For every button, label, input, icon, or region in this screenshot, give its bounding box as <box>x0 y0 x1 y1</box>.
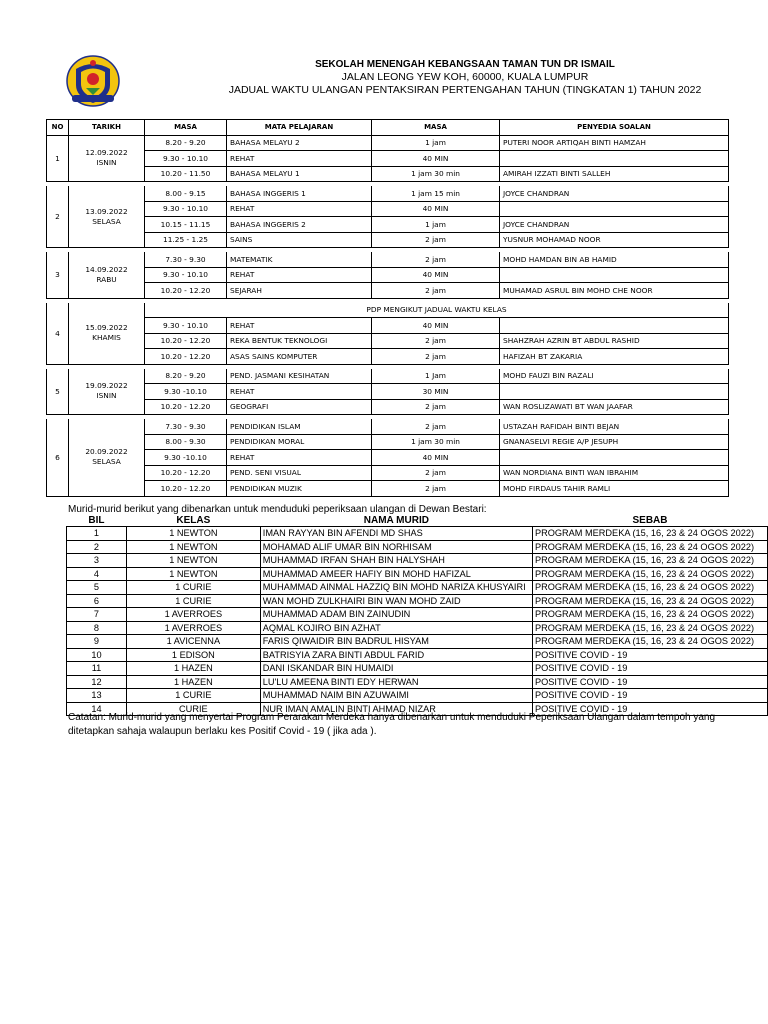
student-row <box>67 594 768 608</box>
document-header <box>0 55 768 103</box>
question-setter: HAFIZAH BT ZAKARIA <box>500 349 729 365</box>
exam-duration: 2 jam <box>372 465 500 481</box>
header-tarikh: TARIKH <box>69 120 145 136</box>
student-row <box>67 635 768 649</box>
exam-duration: 2 jam <box>372 232 500 248</box>
day-date-cell <box>69 252 145 298</box>
exam-duration: 40 MIN <box>372 267 500 283</box>
exam-subject: REHAT <box>227 384 372 400</box>
student-header-row <box>67 515 768 527</box>
exam-duration: 2 jam <box>372 349 500 365</box>
question-setter <box>500 318 729 334</box>
student-row <box>67 621 768 635</box>
exam-schedule-table <box>46 119 729 497</box>
day-date-cell <box>69 369 145 415</box>
schedule-row <box>47 450 729 466</box>
schedule-row <box>47 166 729 182</box>
day-name: ISNIN <box>96 158 117 168</box>
header-duration: MASA <box>372 120 500 136</box>
schedule-row <box>47 369 729 384</box>
student-class: 1 HAZEN <box>126 675 260 689</box>
header-mata-pelajaran: MATA PELAJARAN <box>227 120 372 136</box>
student-bil: 3 <box>67 554 127 568</box>
question-setter: PUTERI NOOR ARTIQAH BINTI HAMZAH <box>500 135 729 151</box>
day-number: 1 <box>47 135 69 182</box>
student-reason: PROGRAM MERDEKA (15, 16, 23 & 24 OGOS 2022) <box>532 635 767 649</box>
student-name: MUHAMMAD ADAM BIN ZAINUDIN <box>260 608 532 622</box>
student-row <box>67 662 768 676</box>
student-reason: POSITIVE COVID - 19 <box>532 689 767 703</box>
student-name: MUHAMMAD AMEER HAFIY BIN MOHD HAFIZAL <box>260 567 532 581</box>
exam-duration: 2 jam <box>372 419 500 434</box>
exam-subject: REHAT <box>227 151 372 167</box>
exam-time: 7.30 - 9.30 <box>145 252 227 267</box>
day-number: 5 <box>47 369 69 415</box>
student-bil: 9 <box>67 635 127 649</box>
day-name: RABU <box>96 274 117 284</box>
day-number: 4 <box>47 303 69 365</box>
student-row <box>67 527 768 541</box>
exam-time: 10.20 - 12.20 <box>145 283 227 299</box>
exam-duration: 1 Jam <box>372 369 500 384</box>
student-class: 1 NEWTON <box>126 567 260 581</box>
student-row <box>67 581 768 595</box>
exam-subject: SAINS <box>227 232 372 248</box>
student-row <box>67 675 768 689</box>
schedule-row <box>47 465 729 481</box>
exam-duration: 2 jam <box>372 399 500 415</box>
student-bil: 5 <box>67 581 127 595</box>
exam-time: 10.20 - 11.50 <box>145 166 227 182</box>
student-name: IMAN RAYYAN BIN AFENDI MD SHAS <box>260 527 532 541</box>
exam-time: 9.30 -10.10 <box>145 450 227 466</box>
exam-duration: 1 jam <box>372 217 500 233</box>
school-address: JALAN LEONG YEW KOH, 60000, KUALA LUMPUR <box>341 71 589 83</box>
student-class: 1 AVERROES <box>126 621 260 635</box>
day-name: SELASA <box>92 457 121 467</box>
student-class: 1 NEWTON <box>126 540 260 554</box>
exam-duration: 40 MIN <box>372 151 500 167</box>
day-number: 3 <box>47 252 69 298</box>
day-date: 20.09.2022 <box>85 447 128 457</box>
exam-duration: 30 MIN <box>372 384 500 400</box>
student-row <box>67 540 768 554</box>
day-date-cell <box>69 186 145 248</box>
student-table <box>66 515 768 716</box>
day-date-cell <box>69 303 145 365</box>
schedule-row <box>47 434 729 450</box>
question-setter: MOHD FIRDAUS TAHIR RAMLI <box>500 481 729 497</box>
document-title: JADUAL WAKTU ULANGAN PENTAKSIRAN PERTENGAHAN TAHUN (TINGKATAN 1) TAHUN 2022 <box>228 84 702 96</box>
exam-subject: REHAT <box>227 318 372 334</box>
student-reason: PROGRAM MERDEKA (15, 16, 23 & 24 OGOS 2022) <box>532 621 767 635</box>
student-bil: 4 <box>67 567 127 581</box>
student-reason: PROGRAM MERDEKA (15, 16, 23 & 24 OGOS 2022) <box>532 540 767 554</box>
question-setter: SHAHZRAH AZRIN BT ABDUL RASHID <box>500 333 729 349</box>
student-name: MUHAMMAD NAIM BIN AZUWAIMI <box>260 689 532 703</box>
student-name: MOHAMAD ALIF UMAR BIN NORHISAM <box>260 540 532 554</box>
exam-time: 10.15 - 11.15 <box>145 217 227 233</box>
student-class: 1 CURIE <box>126 594 260 608</box>
student-bil: 6 <box>67 594 127 608</box>
schedule-row <box>47 283 729 299</box>
student-bil: 10 <box>67 648 127 662</box>
exam-time: 9.30 - 10.10 <box>145 318 227 334</box>
question-setter: USTAZAH RAFIDAH BINTI BEJAN <box>500 419 729 434</box>
exam-subject: BAHASA MELAYU 1 <box>227 166 372 182</box>
exam-time: 8.20 - 9.20 <box>145 135 227 151</box>
student-row <box>67 608 768 622</box>
header-sebab: SEBAB <box>532 515 767 527</box>
schedule-row <box>47 217 729 233</box>
question-setter: JOYCE CHANDRAN <box>500 217 729 233</box>
schedule-row <box>47 267 729 283</box>
exam-time: 11.25 - 1.25 <box>145 232 227 248</box>
exam-time: 9.30 - 10.10 <box>145 201 227 217</box>
day-name: SELASA <box>92 216 121 226</box>
student-row <box>67 567 768 581</box>
exam-subject: BAHASA INGGERIS 1 <box>227 186 372 201</box>
exam-duration: 40 MIN <box>372 450 500 466</box>
exam-duration: 1 jam 15 min <box>372 186 500 201</box>
student-reason: POSITIVE COVID - 19 <box>532 702 767 716</box>
student-row <box>67 648 768 662</box>
student-class: 1 CURIE <box>126 581 260 595</box>
day-date: 19.09.2022 <box>85 381 128 391</box>
student-class: 1 AVERROES <box>126 608 260 622</box>
exam-duration: 2 jam <box>372 333 500 349</box>
student-name: AQMAL KOJIRO BIN AZHAT <box>260 621 532 635</box>
student-class: 1 EDISON <box>126 648 260 662</box>
student-list-intro: Murid-murid berikut yang dibenarkan untuk menduduki peperiksaan ulangan di Dewan Bestari: <box>68 504 487 515</box>
student-reason: POSITIVE COVID - 19 <box>532 675 767 689</box>
exam-subject: REHAT <box>227 201 372 217</box>
school-crest-icon <box>66 55 120 107</box>
schedule-row <box>47 186 729 201</box>
exam-subject: REHAT <box>227 267 372 283</box>
student-class: 1 NEWTON <box>126 527 260 541</box>
question-setter: JOYCE CHANDRAN <box>500 186 729 201</box>
header-masa: MASA <box>145 120 227 136</box>
student-class: 1 HAZEN <box>126 662 260 676</box>
student-reason: PROGRAM MERDEKA (15, 16, 23 & 24 OGOS 2022) <box>532 554 767 568</box>
exam-duration: 1 jam 30 min <box>372 166 500 182</box>
student-name: FARIS QIWAIDIR BIN BADRUL HISYAM <box>260 635 532 649</box>
student-bil: 2 <box>67 540 127 554</box>
exam-time: 10.20 - 12.20 <box>145 333 227 349</box>
exam-duration: 40 MIN <box>372 201 500 217</box>
day-number: 2 <box>47 186 69 248</box>
student-name: MUHAMMAD IRFAN SHAH BIN HALYSHAH <box>260 554 532 568</box>
day-number: 6 <box>47 419 69 496</box>
student-reason: PROGRAM MERDEKA (15, 16, 23 & 24 OGOS 2022) <box>532 581 767 595</box>
schedule-note-row <box>47 303 729 318</box>
student-bil: 8 <box>67 621 127 635</box>
exam-subject: SEJARAH <box>227 283 372 299</box>
question-setter: GNANASELVI REGIE A/P JESUPH <box>500 434 729 450</box>
question-setter: AMIRAH IZZATI BINTI SALLEH <box>500 166 729 182</box>
header-kelas: KELAS <box>126 515 260 527</box>
student-class: 1 AVICENNA <box>126 635 260 649</box>
student-name: NUR IMAN AMALIN BINTI AHMAD NIZAR <box>260 702 532 716</box>
student-name: WAN MOHD ZULKHAIRI BIN WAN MOHD ZAID <box>260 594 532 608</box>
exam-subject: BAHASA INGGERIS 2 <box>227 217 372 233</box>
student-name: DANI ISKANDAR BIN HUMAIDI <box>260 662 532 676</box>
student-name: MUHAMMAD AINMAL HAZZIQ BIN MOHD NARIZA KHUSYAIRI <box>260 581 532 595</box>
schedule-row <box>47 201 729 217</box>
schedule-row <box>47 399 729 415</box>
student-reason: POSITIVE COVID - 19 <box>532 648 767 662</box>
schedule-header-row <box>47 120 729 136</box>
footnote: Catatan: Murid-murid yang menyertai Program Perarakan Merdeka hanya dibenarkan untuk menduduki Peperiksaan Ulangan dalam tempoh yang ditetapkan sahaja walaupun berlaku kes Positif Covid - 19 ( jika ada ). <box>68 712 716 737</box>
student-bil: 1 <box>67 527 127 541</box>
exam-time: 9.30 -10.10 <box>145 384 227 400</box>
question-setter <box>500 151 729 167</box>
question-setter: WAN ROSLIZAWATI BT WAN JAAFAR <box>500 399 729 415</box>
schedule-row <box>47 333 729 349</box>
student-class: 1 CURIE <box>126 689 260 703</box>
question-setter: MOHD FAUZI BIN RAZALI <box>500 369 729 384</box>
exam-subject: PENDIDIKAN MORAL <box>227 434 372 450</box>
exam-duration: 2 jam <box>372 252 500 267</box>
student-bil: 7 <box>67 608 127 622</box>
day-name: KHAMIS <box>92 333 121 342</box>
exam-duration: 1 jam 30 min <box>372 434 500 450</box>
exam-subject: ASAS SAINS KOMPUTER <box>227 349 372 365</box>
day-date: 12.09.2022 <box>85 148 128 158</box>
exam-subject: GEOGRAFI <box>227 399 372 415</box>
student-class: 1 NEWTON <box>126 554 260 568</box>
exam-subject: PEND. SENI VISUAL <box>227 465 372 481</box>
question-setter <box>500 450 729 466</box>
schedule-note: PDP MENGIKUT JADUAL WAKTU KELAS <box>145 303 729 318</box>
student-reason: POSITIVE COVID - 19 <box>532 662 767 676</box>
exam-subject: REHAT <box>227 450 372 466</box>
student-reason: PROGRAM MERDEKA (15, 16, 23 & 24 OGOS 2022) <box>532 608 767 622</box>
exam-time: 9.30 - 10.10 <box>145 151 227 167</box>
question-setter <box>500 267 729 283</box>
student-name: LU'LU AMEENA BINTI EDY HERWAN <box>260 675 532 689</box>
day-name: ISNIN <box>96 391 117 401</box>
header-bil: BIL <box>67 515 127 527</box>
question-setter: MOHD HAMDAN BIN AB HAMID <box>500 252 729 267</box>
exam-time: 10.20 - 12.20 <box>145 481 227 497</box>
student-reason: PROGRAM MERDEKA (15, 16, 23 & 24 OGOS 2022) <box>532 594 767 608</box>
student-name: BATRISYIA ZARA BINTI ABDUL FARID <box>260 648 532 662</box>
schedule-row <box>47 135 729 151</box>
exam-time: 10.20 - 12.20 <box>145 349 227 365</box>
schedule-row <box>47 349 729 365</box>
exam-subject: PENDIDIKAN MUZIK <box>227 481 372 497</box>
day-date: 14.09.2022 <box>85 264 128 274</box>
exam-time: 10.20 - 12.20 <box>145 399 227 415</box>
schedule-row <box>47 419 729 434</box>
schedule-row <box>47 252 729 267</box>
schedule-row <box>47 384 729 400</box>
header-nama-murid: NAMA MURID <box>260 515 532 527</box>
exam-time: 8.00 - 9.15 <box>145 186 227 201</box>
exam-subject: MATEMATIK <box>227 252 372 267</box>
day-date-cell <box>69 419 145 496</box>
exam-time: 8.00 - 9.30 <box>145 434 227 450</box>
schedule-row <box>47 481 729 497</box>
exam-duration: 1 jam <box>372 135 500 151</box>
header-no: NO <box>47 120 69 136</box>
question-setter <box>500 201 729 217</box>
student-bil: 13 <box>67 689 127 703</box>
schedule-row <box>47 232 729 248</box>
exam-subject: PEND. JASMANI KESIHATAN <box>227 369 372 384</box>
schedule-row <box>47 318 729 334</box>
exam-time: 9.30 - 10.10 <box>145 267 227 283</box>
exam-subject: REKA BENTUK TEKNOLOGI <box>227 333 372 349</box>
day-date: 15.09.2022 <box>85 323 128 332</box>
exam-duration: 2 jam <box>372 481 500 497</box>
student-class: CURIE <box>126 702 260 716</box>
header-penyedia-soalan: PENYEDIA SOALAN <box>500 120 729 136</box>
exam-subject: BAHASA MELAYU 2 <box>227 135 372 151</box>
student-bil: 12 <box>67 675 127 689</box>
student-reason: PROGRAM MERDEKA (15, 16, 23 & 24 OGOS 2022) <box>532 527 767 541</box>
student-row <box>67 554 768 568</box>
student-row <box>67 689 768 703</box>
exam-time: 10.20 - 12.20 <box>145 465 227 481</box>
question-setter: MUHAMAD ASRUL BIN MOHD CHE NOOR <box>500 283 729 299</box>
student-reason: PROGRAM MERDEKA (15, 16, 23 & 24 OGOS 2022) <box>532 567 767 581</box>
exam-subject: PENDIDIKAN ISLAM <box>227 419 372 434</box>
schedule-row <box>47 151 729 167</box>
question-setter: WAN NORDIANA BINTI WAN IBRAHIM <box>500 465 729 481</box>
school-name: SEKOLAH MENENGAH KEBANGSAAN TAMAN TUN DR ISMAIL <box>315 59 615 70</box>
question-setter <box>500 384 729 400</box>
day-date-cell <box>69 135 145 182</box>
student-bil: 11 <box>67 662 127 676</box>
exam-time: 7.30 - 9.30 <box>145 419 227 434</box>
question-setter: YUSNUR MOHAMAD NOOR <box>500 232 729 248</box>
day-date: 13.09.2022 <box>85 206 128 216</box>
exam-duration: 40 MIN <box>372 318 500 334</box>
exam-duration: 2 jam <box>372 283 500 299</box>
student-bil: 14 <box>67 702 127 716</box>
exam-time: 8.20 - 9.20 <box>145 369 227 384</box>
